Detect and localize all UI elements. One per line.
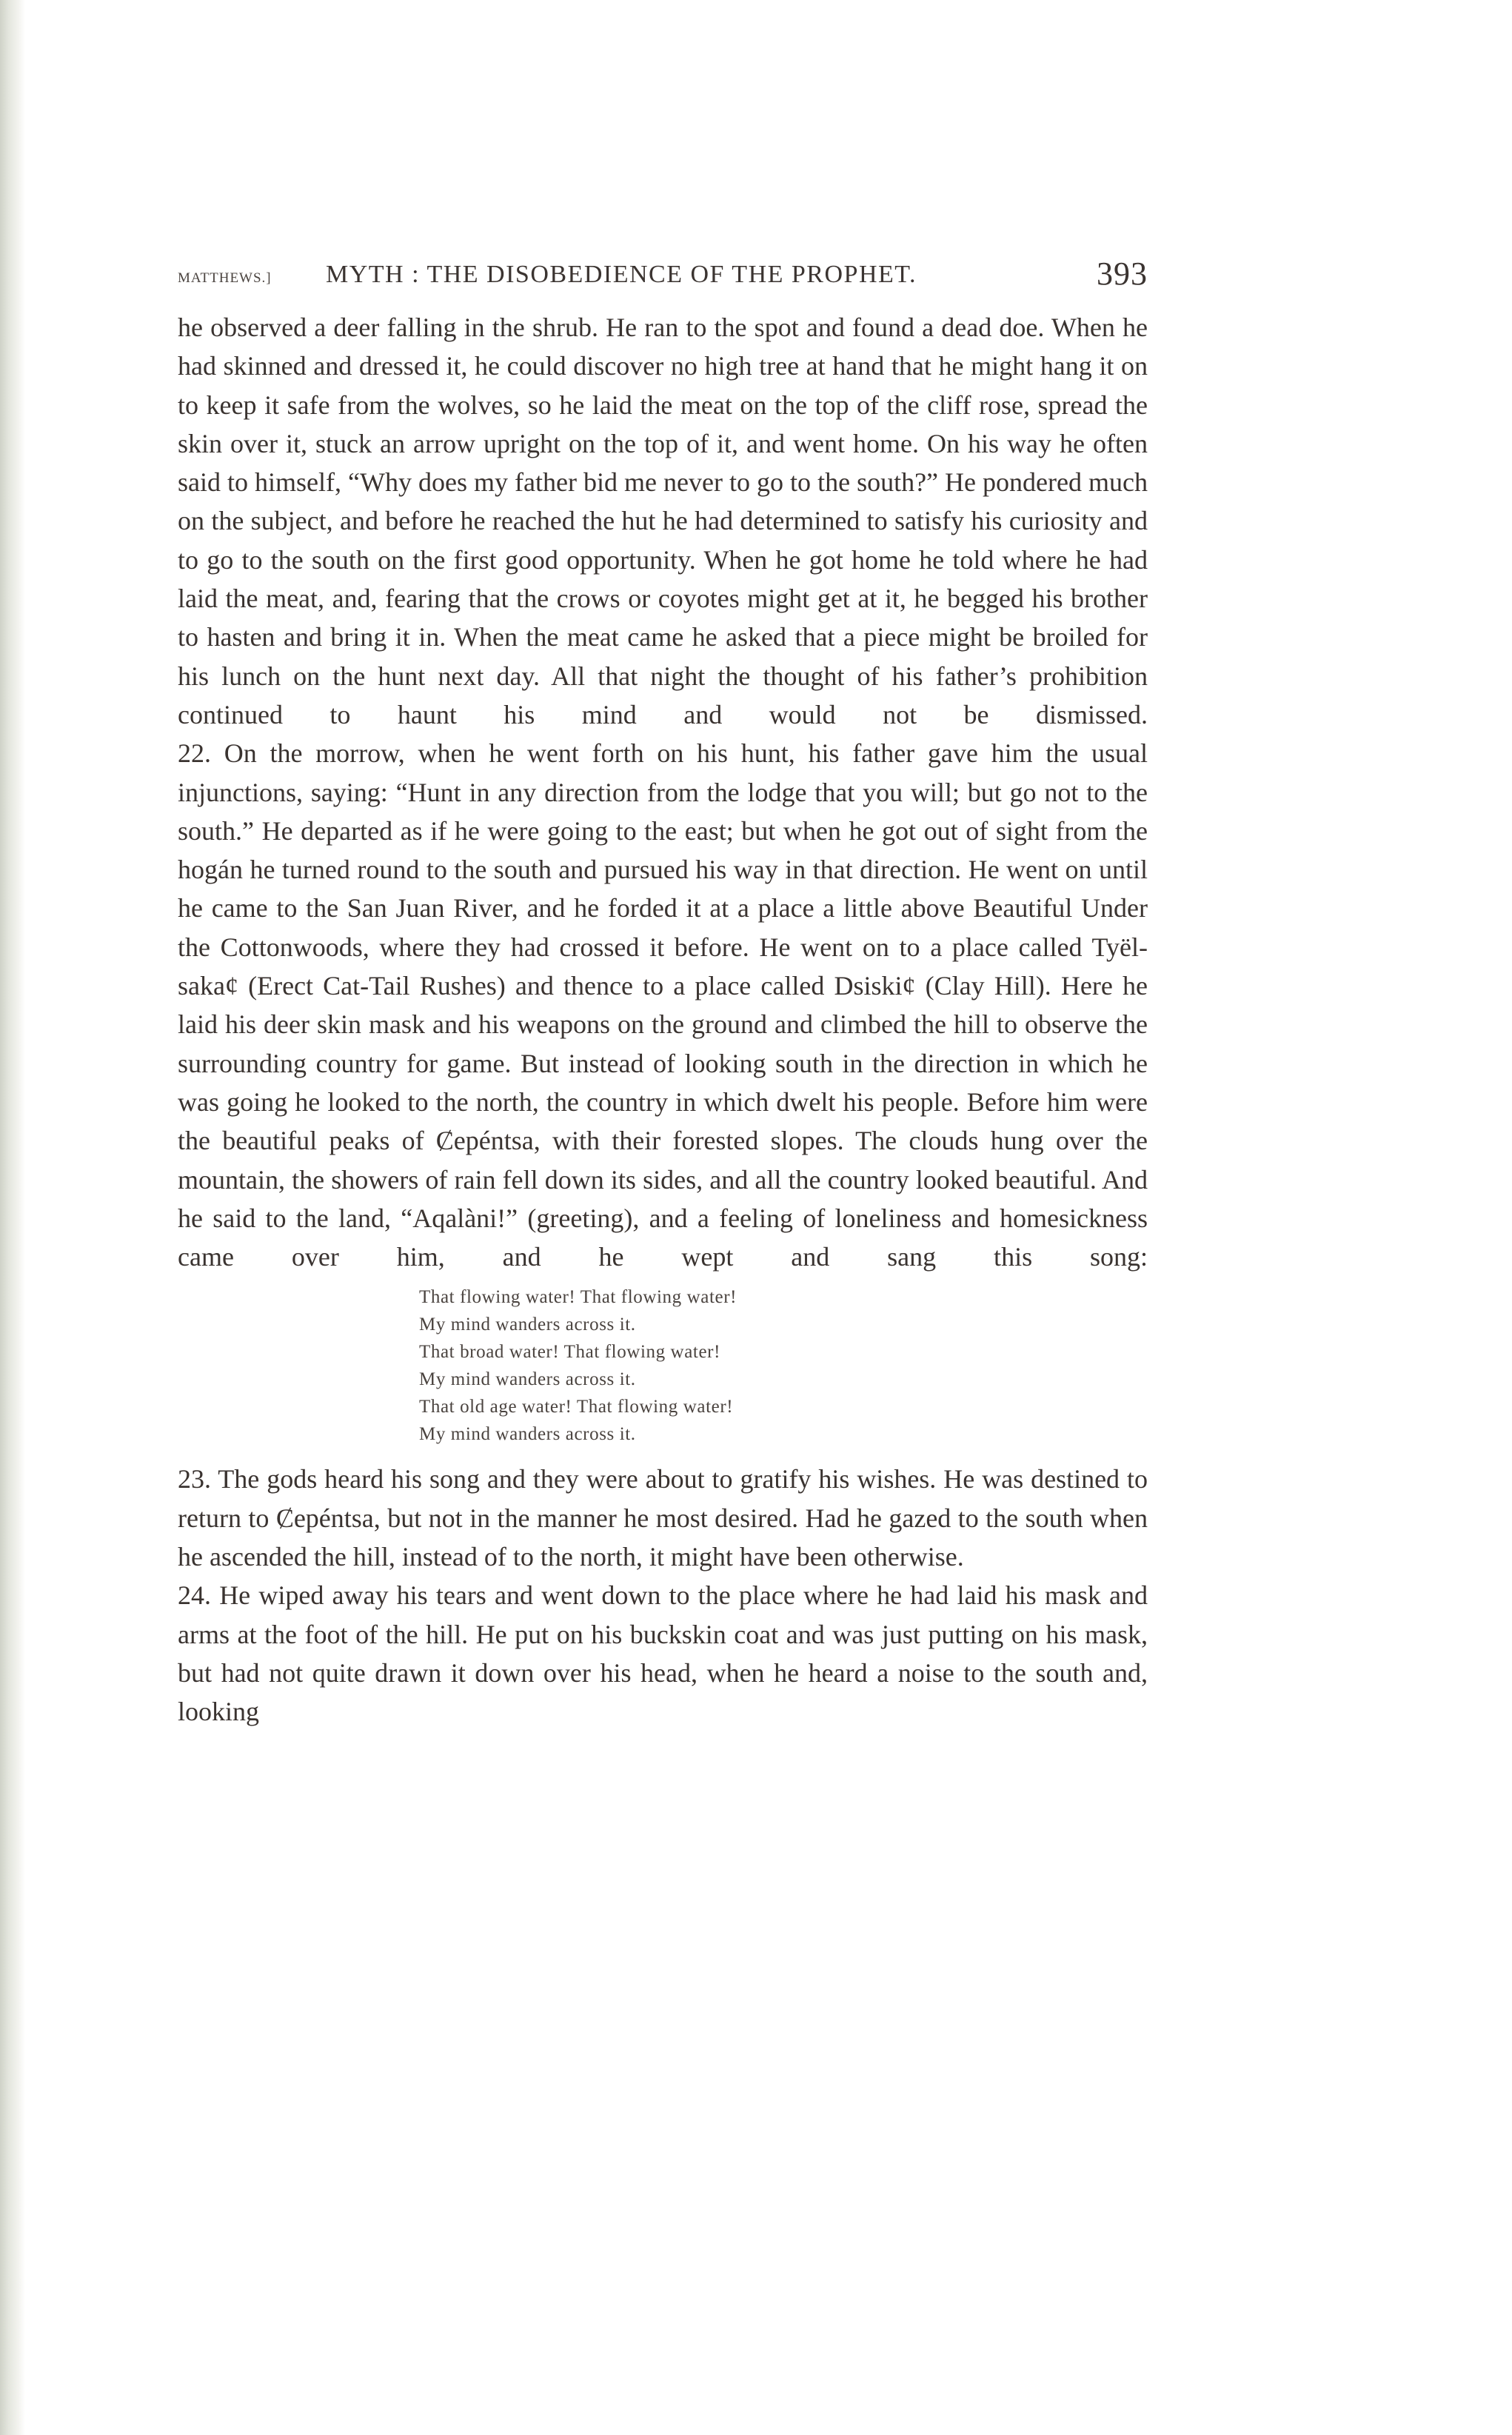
book-page — [178, 252, 1148, 1731]
page-binding-edge — [0, 0, 25, 2435]
song-line: My mind wanders across it. — [419, 1424, 636, 1445]
paragraph-23: 23. The gods heard his song and they were about to gratify his wishes. He was destined to return to Ȼepéntsa, but not in the manner he most desired. Had he gazed to the south when he ascended the hill, instead of to the north, it might have been otherwise. — [178, 1464, 1148, 1572]
song-line: That broad water! That flowing water! — [419, 1342, 721, 1363]
song-line: My mind wanders across it. — [419, 1369, 636, 1390]
running-head — [178, 252, 1148, 296]
page-number: 393 — [1097, 255, 1148, 292]
paragraph-22: 22. On the morrow, when he went forth on his hunt, his father gave him the usual injunctions, saying: “Hunt in any direction from the lodge that you will; but go not to the south.” He departed as if he were going to the east; but when he got out of sight from the hogán he turned round to the south and pursued his way in that direction. He went on until he came to the San Juan River, and he forded it at a place a little above Beautiful Under the Cottonwoods, where they had crossed it before. He went on to a place called Tyël-sakaȼ (Erect Cat-Tail Rushes) and thence to a place called Dsiskiȼ (Clay Hill). Here he laid his deer skin mask and his weapons on the ground and climbed the hill to observe the surrounding country for game. But instead of looking south in the direction in which he was going he looked to the north, the country in which dwelt his people. Before him were the beautiful peaks of Ȼepéntsa, with their forested slopes. The clouds hung over the mountain, the showers of rain fell down its sides, and all the country looked beautiful. And he said to the land, “Aqalàni!” (greeting), and a feeling of loneliness and homesickness came over him, and he wept and sang this song: — [178, 738, 1148, 1272]
song-line: My mind wanders across it. — [419, 1315, 636, 1335]
paragraph-continued: he observed a deer falling in the shrub. He ran to the spot and found a dead doe. When he had skinned and dressed it, he could discover no high tree at hand that he might hang it on to keep it safe from the wolves, so he laid the meat on the top of the cliff rose, spread the skin over it, stuck an arrow upright on the top of it, and went home. On his way he often said to himself, “Why does my father bid me never to go to the south?” He pondered much on the subject, and before he reached the hut he had determined to satisfy his curiosity and to go to the south on the first good opportunity. When he got home he told where he had laid the meat, and, fearing that the crows or coyotes might get at it, he begged his brother to hasten and bring it in. When the meat came he asked that a piece might be broiled for his lunch on the hunt next day. All that night the thought of his father’s prohibition continued to haunt his mind and would not be dismissed. — [178, 313, 1148, 729]
song-line: That flowing water! That flowing water! — [419, 1287, 737, 1308]
running-head-title: MYTH : THE DISOBEDIENCE OF THE PROPHET. — [326, 261, 917, 288]
running-head-author: MATTHEWS.] — [178, 270, 272, 286]
song-line: That old age water! That flowing water! — [419, 1397, 734, 1417]
song-verse — [419, 1283, 1148, 1448]
paragraph-24: 24. He wiped away his tears and went down to the place where he had laid his mask and arms at the foot of the hill. He put on his buckskin coat and was just putting on his mask, but had not quite drawn it down over his head, when he heard a noise to the south and, looking — [178, 1580, 1148, 1727]
